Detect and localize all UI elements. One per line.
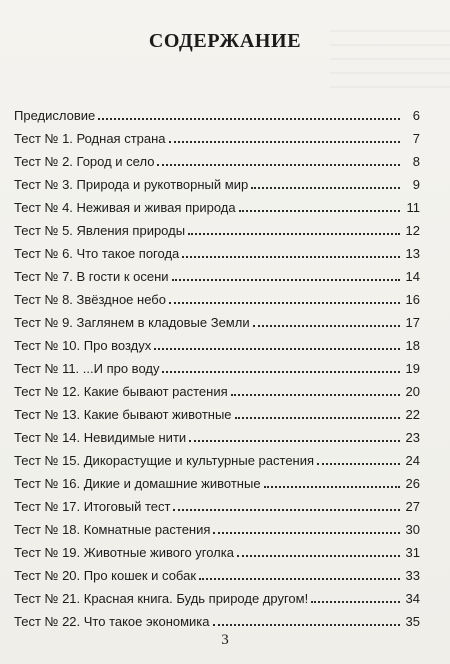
toc-entry bbox=[14, 606, 420, 629]
toc-leader-dots bbox=[251, 187, 400, 189]
toc-entry-page: 8 bbox=[412, 154, 420, 169]
toc-entry-label: Предисловие bbox=[14, 108, 96, 123]
toc-entry bbox=[14, 100, 420, 123]
toc-entry-label: Тест № 21. Красная книга. Будь природе другом! bbox=[14, 591, 309, 606]
toc-entry bbox=[14, 376, 420, 399]
toc-entry-page: 24 bbox=[405, 453, 420, 468]
toc-entry-label: Тест № 2. Город и село bbox=[14, 154, 155, 169]
toc-entry-label: Тест № 7. В гости к осени bbox=[14, 269, 169, 284]
toc-entry-page: 9 bbox=[412, 177, 420, 192]
toc-entry-label: Тест № 11. ...И про воду bbox=[14, 361, 160, 376]
toc-leader-dots bbox=[199, 578, 400, 580]
toc-entry-page: 34 bbox=[405, 591, 420, 606]
toc-entry-page: 12 bbox=[405, 223, 420, 238]
toc-leader-dots bbox=[237, 555, 400, 557]
toc-entry bbox=[14, 445, 420, 468]
toc-leader-dots bbox=[162, 371, 400, 373]
toc-entry bbox=[14, 422, 420, 445]
toc-entry-page: 19 bbox=[405, 361, 420, 376]
toc-entry-page: 26 bbox=[405, 476, 420, 491]
toc-entry-page: 23 bbox=[405, 430, 420, 445]
toc-leader-dots bbox=[264, 486, 400, 488]
toc-entry-page: 17 bbox=[405, 315, 420, 330]
toc-leader-dots bbox=[231, 394, 400, 396]
toc-entry bbox=[14, 215, 420, 238]
toc-entry-label: Тест № 17. Итоговый тест bbox=[14, 499, 171, 514]
toc-entry-page: 18 bbox=[405, 338, 420, 353]
toc-entry bbox=[14, 146, 420, 169]
toc-leader-dots bbox=[154, 348, 400, 350]
toc-entry-label: Тест № 19. Животные живого уголка bbox=[14, 545, 234, 560]
toc-entry bbox=[14, 583, 420, 606]
toc-entry bbox=[14, 192, 420, 215]
toc-leader-dots bbox=[169, 302, 400, 304]
toc-leader-dots bbox=[213, 624, 400, 626]
toc-leader-dots bbox=[235, 417, 400, 419]
toc-entry-label: Тест № 1. Родная страна bbox=[14, 131, 166, 146]
toc-leader-dots bbox=[172, 279, 400, 281]
toc-entry bbox=[14, 491, 420, 514]
toc-entry-label: Тест № 14. Невидимые нити bbox=[14, 430, 187, 445]
toc-entry bbox=[14, 123, 420, 146]
toc-leader-dots bbox=[173, 509, 400, 511]
toc-entry-page: 16 bbox=[405, 292, 420, 307]
toc-entry bbox=[14, 330, 420, 353]
toc-leader-dots bbox=[311, 601, 400, 603]
toc-entry-page: 20 bbox=[405, 384, 420, 399]
toc-entry-label: Тест № 9. Заглянем в кладовые Земли bbox=[14, 315, 250, 330]
toc-leader-dots bbox=[182, 256, 400, 258]
toc-entry-page: 33 bbox=[405, 568, 420, 583]
page-title: СОДЕРЖАНИЕ bbox=[148, 30, 302, 52]
table-of-contents bbox=[14, 100, 420, 629]
toc-entry bbox=[14, 261, 420, 284]
toc-leader-dots bbox=[189, 440, 400, 442]
toc-entry bbox=[14, 514, 420, 537]
toc-entry bbox=[14, 399, 420, 422]
toc-leader-dots bbox=[157, 164, 400, 166]
toc-entry-label: Тест № 13. Какие бывают животные bbox=[14, 407, 232, 422]
toc-entry-label: Тест № 20. Про кошек и собак bbox=[14, 568, 196, 583]
toc-entry-page: 22 bbox=[405, 407, 420, 422]
toc-entry bbox=[14, 353, 420, 376]
toc-entry bbox=[14, 468, 420, 491]
toc-entry-page: 35 bbox=[405, 614, 420, 629]
toc-entry-page: 30 bbox=[405, 522, 420, 537]
toc-entry-label: Тест № 22. Что такое экономика bbox=[14, 614, 210, 629]
toc-leader-dots bbox=[188, 233, 400, 235]
toc-entry bbox=[14, 560, 420, 583]
toc-entry-label: Тест № 16. Дикие и домашние животные bbox=[14, 476, 261, 491]
toc-entry-label: Тест № 4. Неживая и живая природа bbox=[14, 200, 236, 215]
toc-leader-dots bbox=[98, 118, 400, 120]
toc-entry-label: Тест № 12. Какие бывают растения bbox=[14, 384, 228, 399]
page-number: 3 bbox=[221, 632, 229, 648]
toc-entry-label: Тест № 10. Про воздух bbox=[14, 338, 152, 353]
toc-leader-dots bbox=[169, 141, 400, 143]
toc-entry-page: 31 bbox=[405, 545, 420, 560]
toc-entry-page: 6 bbox=[412, 108, 420, 123]
toc-entry-label: Тест № 18. Комнатные растения bbox=[14, 522, 211, 537]
toc-leader-dots bbox=[317, 463, 400, 465]
toc-entry-page: 13 bbox=[405, 246, 420, 261]
toc-entry-page: 7 bbox=[412, 131, 420, 146]
toc-entry bbox=[14, 537, 420, 560]
toc-entry-page: 11 bbox=[406, 200, 420, 215]
toc-entry-label: Тест № 6. Что такое погода bbox=[14, 246, 180, 261]
toc-entry-label: Тест № 3. Природа и рукотворный мир bbox=[14, 177, 249, 192]
toc-entry bbox=[14, 169, 420, 192]
toc-entry-page: 14 bbox=[405, 269, 420, 284]
toc-leader-dots bbox=[239, 210, 400, 212]
toc-entry-label: Тест № 15. Дикорастущие и культурные растения bbox=[14, 453, 315, 468]
toc-entry-label: Тест № 8. Звёздное небо bbox=[14, 292, 166, 307]
toc-entry-page: 27 bbox=[405, 499, 420, 514]
toc-entry-label: Тест № 5. Явления природы bbox=[14, 223, 186, 238]
toc-leader-dots bbox=[253, 325, 400, 327]
toc-leader-dots bbox=[213, 532, 400, 534]
toc-entry bbox=[14, 238, 420, 261]
toc-entry bbox=[14, 307, 420, 330]
toc-entry bbox=[14, 284, 420, 307]
